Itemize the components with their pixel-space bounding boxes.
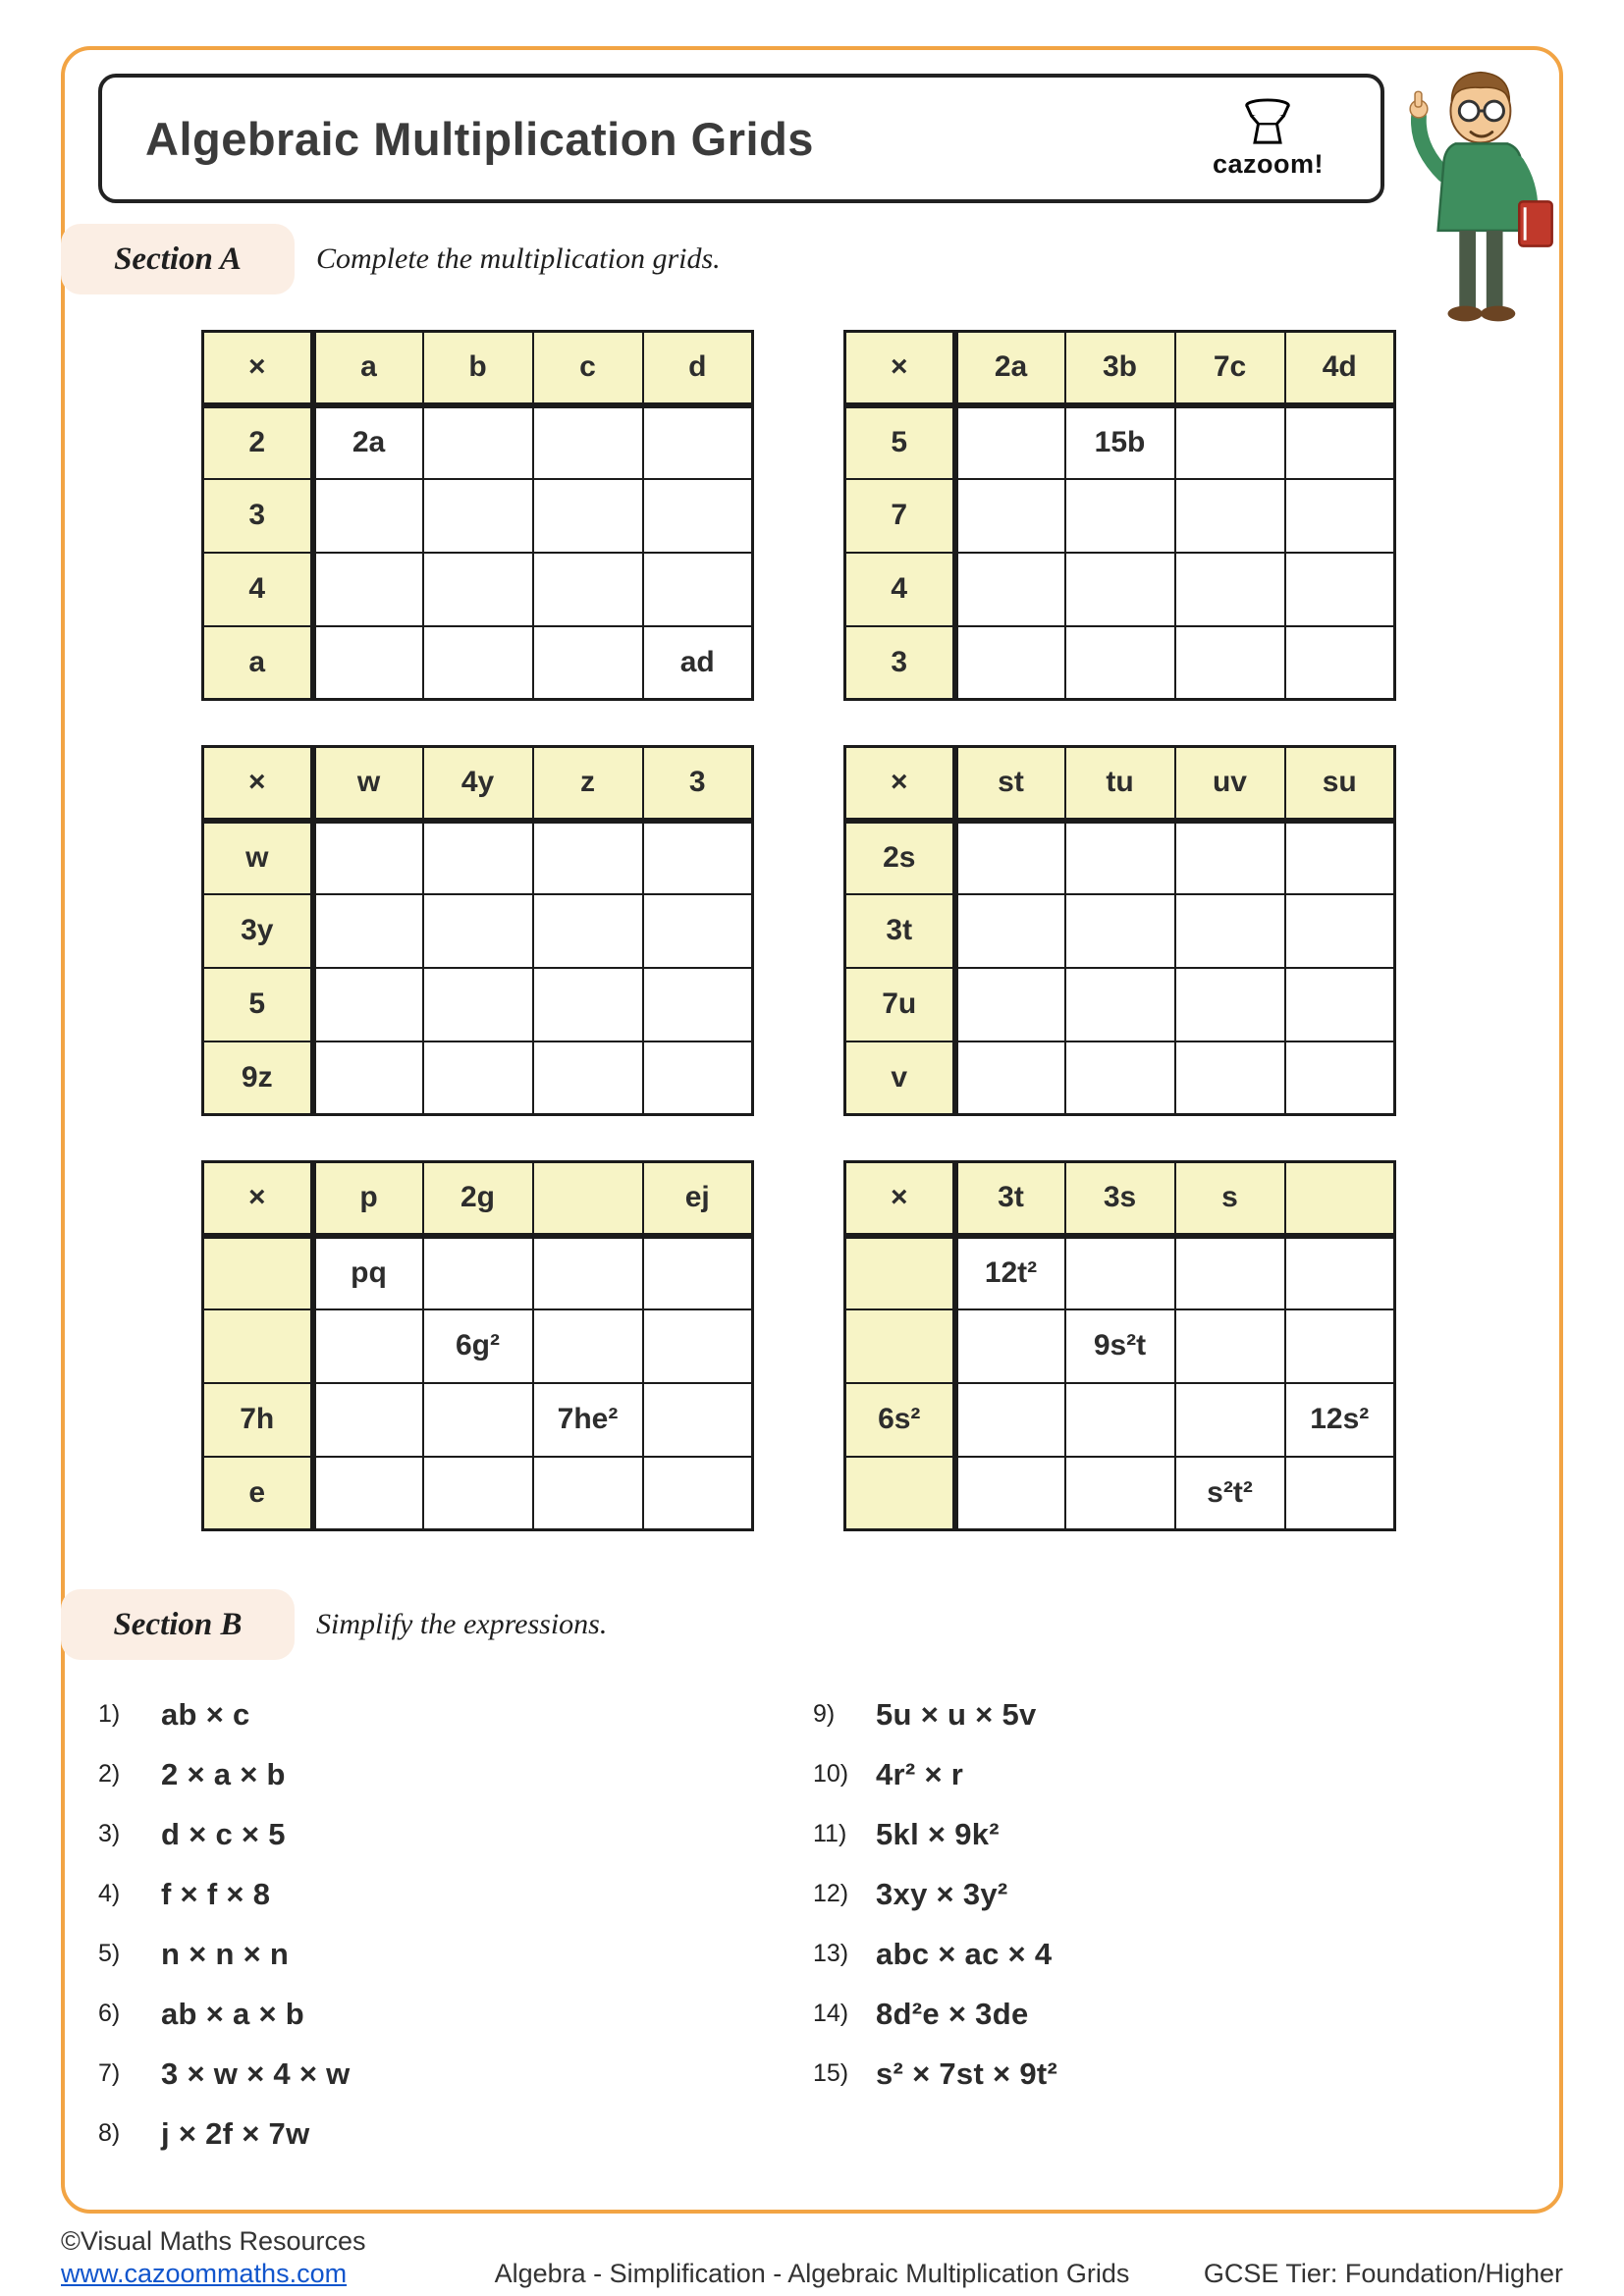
grid-times-cell: × xyxy=(203,747,313,821)
cazoom-logo xyxy=(1213,98,1324,180)
grid-column-header: ej xyxy=(643,1162,753,1236)
grid-answer-cell xyxy=(955,1041,1065,1115)
expression-item xyxy=(813,1924,1057,1984)
grid-answer-cell xyxy=(1175,968,1285,1041)
grid-column-header: c xyxy=(533,332,643,405)
section-a-title: Section A xyxy=(114,240,242,277)
expression-item xyxy=(98,1864,351,1924)
multiplication-grid-1 xyxy=(201,330,754,701)
grid-times-cell: × xyxy=(845,1162,955,1236)
grid-column-header: 3 xyxy=(643,747,753,821)
grid-answer-cell xyxy=(1175,1383,1285,1457)
grid-row-header xyxy=(845,1457,955,1530)
title-bar xyxy=(98,74,1384,203)
grid-answer-cell xyxy=(1175,1236,1285,1309)
page-title: Algebraic Multiplication Grids xyxy=(145,112,814,165)
expression-text: n × n × n xyxy=(161,1936,290,1971)
grid-answer-cell: 12s² xyxy=(1285,1383,1395,1457)
expression-item xyxy=(813,2044,1057,2104)
expression-item xyxy=(98,2044,351,2104)
multiplication-grid-2 xyxy=(843,330,1396,701)
grid-answer-cell xyxy=(643,553,753,626)
grid-answer-cell xyxy=(955,626,1065,700)
expression-text: 4r² × r xyxy=(876,1756,964,1791)
grid-column-header: uv xyxy=(1175,747,1285,821)
grid-answer-cell: s²t² xyxy=(1175,1457,1285,1530)
grid-row-header: v xyxy=(845,1041,955,1115)
grid-answer-cell xyxy=(955,479,1065,553)
grid-row-header: 7h xyxy=(203,1383,313,1457)
expression-text: 5u × u × 5v xyxy=(876,1696,1037,1732)
grid-row-header xyxy=(203,1236,313,1309)
grid-answer-cell xyxy=(955,405,1065,479)
grid-answer-cell xyxy=(643,1457,753,1530)
grid-answer-cell: 9s²t xyxy=(1065,1309,1175,1383)
multiplication-grid-5 xyxy=(201,1160,754,1531)
grid-answer-cell xyxy=(955,968,1065,1041)
expression-number: 8) xyxy=(98,2119,121,2147)
grid-answer-cell xyxy=(533,821,643,894)
grid-answer-cell xyxy=(1065,1041,1175,1115)
grid-answer-cell xyxy=(423,479,533,553)
grid-row-header: 7u xyxy=(845,968,955,1041)
expression-item xyxy=(98,1684,351,1744)
expression-item xyxy=(813,1684,1057,1744)
grid-column-header: b xyxy=(423,332,533,405)
section-b-title: Section B xyxy=(113,1606,243,1642)
grid-answer-cell xyxy=(1065,968,1175,1041)
expression-item xyxy=(813,1744,1057,1804)
grid-answer-cell xyxy=(533,968,643,1041)
grid-column-header: 4d xyxy=(1285,332,1395,405)
grid-row-header: 6s² xyxy=(845,1383,955,1457)
grid-answer-cell xyxy=(643,1041,753,1115)
grid-answer-cell xyxy=(955,1457,1065,1530)
grid-answer-cell xyxy=(1175,405,1285,479)
section-b-label xyxy=(61,1589,295,1660)
grid-row-header: 4 xyxy=(845,553,955,626)
grid-answer-cell xyxy=(643,1236,753,1309)
expression-number: 6) xyxy=(98,2000,121,2027)
expression-number: 11) xyxy=(813,1820,847,1847)
grid-answer-cell xyxy=(1175,821,1285,894)
grid-answer-cell xyxy=(423,626,533,700)
grid-answer-cell xyxy=(643,894,753,968)
grid-answer-cell xyxy=(1175,1041,1285,1115)
grid-row-header: 9z xyxy=(203,1041,313,1115)
grid-answer-cell xyxy=(313,1309,423,1383)
expression-number: 13) xyxy=(813,1940,849,1967)
grid-row-header xyxy=(203,1309,313,1383)
grid-answer-cell xyxy=(1285,479,1395,553)
grid-times-cell: × xyxy=(845,747,955,821)
expression-text: j × 2f × 7w xyxy=(161,2115,310,2151)
section-a-instruction: Complete the multiplication grids. xyxy=(316,242,721,275)
grid-answer-cell xyxy=(423,1236,533,1309)
grid-answer-cell xyxy=(423,553,533,626)
footer-tier: GCSE Tier: Foundation/Higher xyxy=(1203,2259,1563,2288)
grid-answer-cell xyxy=(643,479,753,553)
expressions-col-left xyxy=(98,1684,351,2163)
expression-number: 7) xyxy=(98,2059,121,2087)
grid-answer-cell xyxy=(423,894,533,968)
grid-column-header: su xyxy=(1285,747,1395,821)
grid-answer-cell xyxy=(1285,553,1395,626)
grid-answer-cell xyxy=(643,821,753,894)
grid-answer-cell xyxy=(533,479,643,553)
grid-answer-cell xyxy=(1065,1457,1175,1530)
grid-answer-cell xyxy=(533,1309,643,1383)
grid-times-cell: × xyxy=(845,332,955,405)
grid-answer-cell xyxy=(1175,1309,1285,1383)
footer-copyright: ©Visual Maths Resources xyxy=(61,2226,366,2256)
grid-answer-cell xyxy=(1285,1309,1395,1383)
grid-answer-cell xyxy=(1175,479,1285,553)
grid-answer-cell xyxy=(955,1383,1065,1457)
grid-answer-cell xyxy=(643,405,753,479)
grid-answer-cell: 2a xyxy=(313,405,423,479)
expression-number: 12) xyxy=(813,1880,849,1907)
expression-number: 9) xyxy=(813,1700,836,1728)
grid-row-header: 3y xyxy=(203,894,313,968)
grid-column-header: w xyxy=(313,747,423,821)
grid-row-header xyxy=(845,1236,955,1309)
grid-row-header: 7 xyxy=(845,479,955,553)
grid-answer-cell xyxy=(1065,1236,1175,1309)
grid-row-header: e xyxy=(203,1457,313,1530)
grid-answer-cell xyxy=(313,821,423,894)
grid-answer-cell xyxy=(1065,553,1175,626)
grid-column-header: 3t xyxy=(955,1162,1065,1236)
grids-container xyxy=(201,330,1396,1531)
expression-text: ab × c xyxy=(161,1696,250,1732)
grid-row-header: 2s xyxy=(845,821,955,894)
grid-row-header: 3 xyxy=(845,626,955,700)
grid-row-header xyxy=(845,1309,955,1383)
section-b-instruction: Simplify the expressions. xyxy=(316,1608,608,1640)
grid-row-header: 5 xyxy=(845,405,955,479)
grid-answer-cell xyxy=(1285,894,1395,968)
footer-topic: Algebra - Simplification - Algebraic Multiplication Grids xyxy=(494,2259,1130,2288)
multiplication-grid-4 xyxy=(843,745,1396,1116)
grid-answer-cell xyxy=(313,968,423,1041)
grid-answer-cell xyxy=(533,405,643,479)
grid-answer-cell xyxy=(423,968,533,1041)
expression-text: s² × 7st × 9t² xyxy=(876,2056,1058,2091)
grid-answer-cell xyxy=(1065,626,1175,700)
expression-item xyxy=(813,1864,1057,1924)
expression-item xyxy=(98,2104,351,2163)
grid-answer-cell xyxy=(1285,1041,1395,1115)
grid-answer-cell xyxy=(423,405,533,479)
drum-icon xyxy=(1242,98,1293,147)
grid-answer-cell xyxy=(533,1041,643,1115)
expression-item xyxy=(98,1924,351,1984)
section-a-label xyxy=(61,224,295,294)
grid-column-header: 2g xyxy=(423,1162,533,1236)
expression-item xyxy=(813,1984,1057,2044)
grid-answer-cell xyxy=(643,1383,753,1457)
grid-column-header: st xyxy=(955,747,1065,821)
grid-answer-cell xyxy=(533,626,643,700)
grid-answer-cell xyxy=(533,1457,643,1530)
grid-answer-cell xyxy=(955,894,1065,968)
grid-column-header: s xyxy=(1175,1162,1285,1236)
grid-answer-cell xyxy=(533,1236,643,1309)
grid-answer-cell xyxy=(533,894,643,968)
grid-row-header: 5 xyxy=(203,968,313,1041)
grid-answer-cell xyxy=(955,553,1065,626)
teacher-illustration xyxy=(1382,51,1569,341)
grid-answer-cell xyxy=(423,1383,533,1457)
grid-answer-cell xyxy=(955,1309,1065,1383)
expression-number: 4) xyxy=(98,1880,121,1907)
grid-answer-cell xyxy=(643,968,753,1041)
grid-answer-cell xyxy=(423,1041,533,1115)
grid-answer-cell xyxy=(1065,821,1175,894)
multiplication-grid-6 xyxy=(843,1160,1396,1531)
grid-answer-cell xyxy=(643,1309,753,1383)
grid-column-header: d xyxy=(643,332,753,405)
grid-answer-cell xyxy=(313,894,423,968)
grid-row-header: 3t xyxy=(845,894,955,968)
grid-answer-cell xyxy=(313,626,423,700)
grid-answer-cell xyxy=(313,1457,423,1530)
grid-answer-cell xyxy=(1285,1457,1395,1530)
expression-number: 1) xyxy=(98,1700,121,1728)
grid-column-header: z xyxy=(533,747,643,821)
grid-answer-cell xyxy=(1175,553,1285,626)
expression-text: 5kl × 9k² xyxy=(876,1816,1000,1851)
grid-answer-cell xyxy=(423,821,533,894)
expression-text: 3 × w × 4 × w xyxy=(161,2056,351,2091)
grid-answer-cell: ad xyxy=(643,626,753,700)
grid-answer-cell xyxy=(313,553,423,626)
grid-answer-cell xyxy=(1175,894,1285,968)
grid-answer-cell xyxy=(533,553,643,626)
expression-text: 8d²e × 3de xyxy=(876,1996,1029,2031)
grid-answer-cell: 6g² xyxy=(423,1309,533,1383)
expression-text: ab × a × b xyxy=(161,1996,305,2031)
grid-column-header: 3s xyxy=(1065,1162,1175,1236)
expression-item xyxy=(813,1804,1057,1864)
expression-text: 2 × a × b xyxy=(161,1756,286,1791)
grid-answer-cell xyxy=(313,479,423,553)
grid-answer-cell xyxy=(1285,405,1395,479)
grid-answer-cell xyxy=(1285,968,1395,1041)
grid-answer-cell xyxy=(1065,479,1175,553)
grid-column-header: a xyxy=(313,332,423,405)
grid-answer-cell xyxy=(423,1457,533,1530)
expression-number: 2) xyxy=(98,1760,121,1788)
grid-times-cell: × xyxy=(203,1162,313,1236)
expression-text: d × c × 5 xyxy=(161,1816,286,1851)
grid-column-header xyxy=(1285,1162,1395,1236)
grid-answer-cell xyxy=(313,1383,423,1457)
grid-answer-cell xyxy=(1285,626,1395,700)
grid-answer-cell xyxy=(1175,626,1285,700)
grid-answer-cell xyxy=(955,821,1065,894)
expression-item xyxy=(98,1804,351,1864)
expression-number: 10) xyxy=(813,1760,849,1788)
grid-column-header: tu xyxy=(1065,747,1175,821)
grid-row-header: w xyxy=(203,821,313,894)
footer-link[interactable]: www.cazoommaths.com xyxy=(61,2259,348,2288)
grid-column-header: p xyxy=(313,1162,423,1236)
grid-answer-cell xyxy=(1285,821,1395,894)
grid-answer-cell xyxy=(313,1041,423,1115)
grid-answer-cell xyxy=(1065,894,1175,968)
logo-text: cazoom! xyxy=(1212,148,1324,179)
expression-item xyxy=(98,1984,351,2044)
expression-number: 5) xyxy=(98,1940,121,1967)
grid-answer-cell: 15b xyxy=(1065,405,1175,479)
grid-column-header: 2a xyxy=(955,332,1065,405)
expression-text: abc × ac × 4 xyxy=(876,1936,1053,1971)
grid-row-header: 2 xyxy=(203,405,313,479)
grid-column-header: 4y xyxy=(423,747,533,821)
expressions-col-right xyxy=(813,1684,1057,2104)
expression-number: 3) xyxy=(98,1820,121,1847)
grid-row-header: 3 xyxy=(203,479,313,553)
expression-text: 3xy × 3y² xyxy=(876,1876,1008,1911)
grid-answer-cell xyxy=(1065,1383,1175,1457)
grid-row-header: 4 xyxy=(203,553,313,626)
expression-text: f × f × 8 xyxy=(161,1876,271,1911)
grid-column-header: 7c xyxy=(1175,332,1285,405)
grid-column-header xyxy=(533,1162,643,1236)
grid-answer-cell xyxy=(1285,1236,1395,1309)
grid-column-header: 3b xyxy=(1065,332,1175,405)
grid-row-header: a xyxy=(203,626,313,700)
grid-times-cell: × xyxy=(203,332,313,405)
multiplication-grid-3 xyxy=(201,745,754,1116)
grid-answer-cell: 7he² xyxy=(533,1383,643,1457)
expression-number: 14) xyxy=(813,2000,849,2027)
grid-answer-cell: pq xyxy=(313,1236,423,1309)
expression-number: 15) xyxy=(813,2059,849,2087)
expression-item xyxy=(98,1744,351,1804)
grid-answer-cell: 12t² xyxy=(955,1236,1065,1309)
